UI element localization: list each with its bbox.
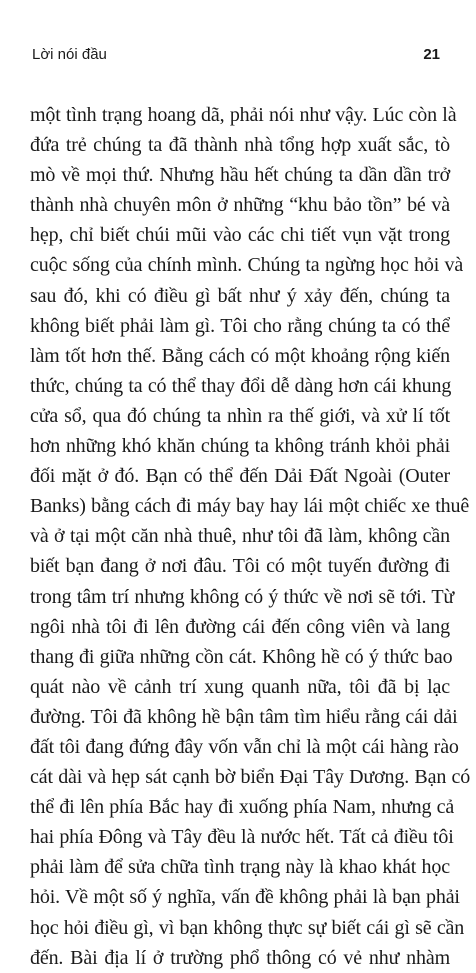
text-line: đối mặt ở đó. Bạn có thể đến Dải Đất Ngoài (Outer xyxy=(30,465,450,488)
text-line: và ở tại một căn nhà thuê, như tôi đã làm, không cần xyxy=(30,525,450,548)
page-number: 21 xyxy=(423,46,440,63)
text-line: đường. Tôi đã không hề bận tâm tìm hiểu rằng cái dải xyxy=(30,705,458,728)
text-line: cát dài và hẹp sát cạnh bờ biển Đại Tây Dương. Bạn có xyxy=(30,766,471,789)
text-line: hẹp, chỉ biết chúi mũi vào các chi tiết vụn vặt trong xyxy=(30,224,450,247)
text-line: đất tôi đang đứng đây vốn vẫn chỉ là một cái hàng rào xyxy=(30,735,459,758)
body-text xyxy=(30,100,471,973)
text-line: ngôi nhà tôi đi lên đường cái đến công viên và lang xyxy=(30,615,450,638)
text-line: thang đi giữa những cồn cát. Không hề có ý thức bao xyxy=(30,645,453,668)
text-line: sau đó, khi có điều gì bất như ý xảy đến, chúng ta xyxy=(30,284,450,307)
text-line: đến. Bài địa lí ở trường phổ thông có vẻ như nhàm xyxy=(30,946,450,969)
text-line: làm tốt hơn thế. Bằng cách có một khoảng rộng kiến xyxy=(30,344,450,367)
text-line: cửa sổ, qua đó chúng ta nhìn ra thế giới, và xử lí tốt xyxy=(30,404,450,427)
text-line: hai phía Đông và Tây đều là nước hết. Tất cả điều tôi xyxy=(30,826,454,849)
text-line: quát nào về cảnh trí xung quanh nữa, tôi đã bị lạc xyxy=(30,675,450,698)
text-line: học hỏi điều gì, vì bạn không thực sự biết cái gì sẽ cần xyxy=(30,916,465,939)
text-line: cuộc sống của chính mình. Chúng ta ngừng học hỏi và xyxy=(30,254,464,277)
text-line: thức, chúng ta có thể thay đổi dễ dàng hơn cái khung xyxy=(30,374,452,397)
text-line: một tình trạng hoang dã, phải nói như vậy. Lúc còn là xyxy=(30,104,457,126)
text-line: không biết phải làm gì. Tôi cho rằng chúng ta có thể xyxy=(30,314,450,337)
running-header xyxy=(32,44,440,66)
text-line: hơn những khó khăn chúng ta không tránh khỏi phải xyxy=(30,435,450,458)
text-line: trong tâm trí nhưng không có ý thức về nơi sẽ tới. Từ xyxy=(30,585,455,608)
text-line: đứa trẻ chúng ta đã thành nhà tổng hợp xuất sắc, tò xyxy=(30,134,450,157)
text-line: thành nhà chuyên môn ở những “khu bảo tồn” bé và xyxy=(30,194,450,217)
text-line: Banks) bằng cách đi máy bay hay lái một chiếc xe thuê xyxy=(30,495,470,518)
text-line: biết bạn đang ở nơi đâu. Tôi có một tuyến đường đi xyxy=(30,555,450,578)
text-line: hỏi. Về một số ý nghĩa, vấn đề không phải là bạn phải xyxy=(30,886,460,909)
text-line: mò về mọi thứ. Nhưng hầu hết chúng ta dần dần trở xyxy=(30,164,450,187)
running-title: Lời nói đầu xyxy=(32,46,107,63)
text-line: thể đi lên phía Bắc hay đi xuống phía Nam, nhưng cả xyxy=(30,796,455,819)
text-line: phải làm để sửa chữa tình trạng này là khao khát học xyxy=(30,856,450,879)
